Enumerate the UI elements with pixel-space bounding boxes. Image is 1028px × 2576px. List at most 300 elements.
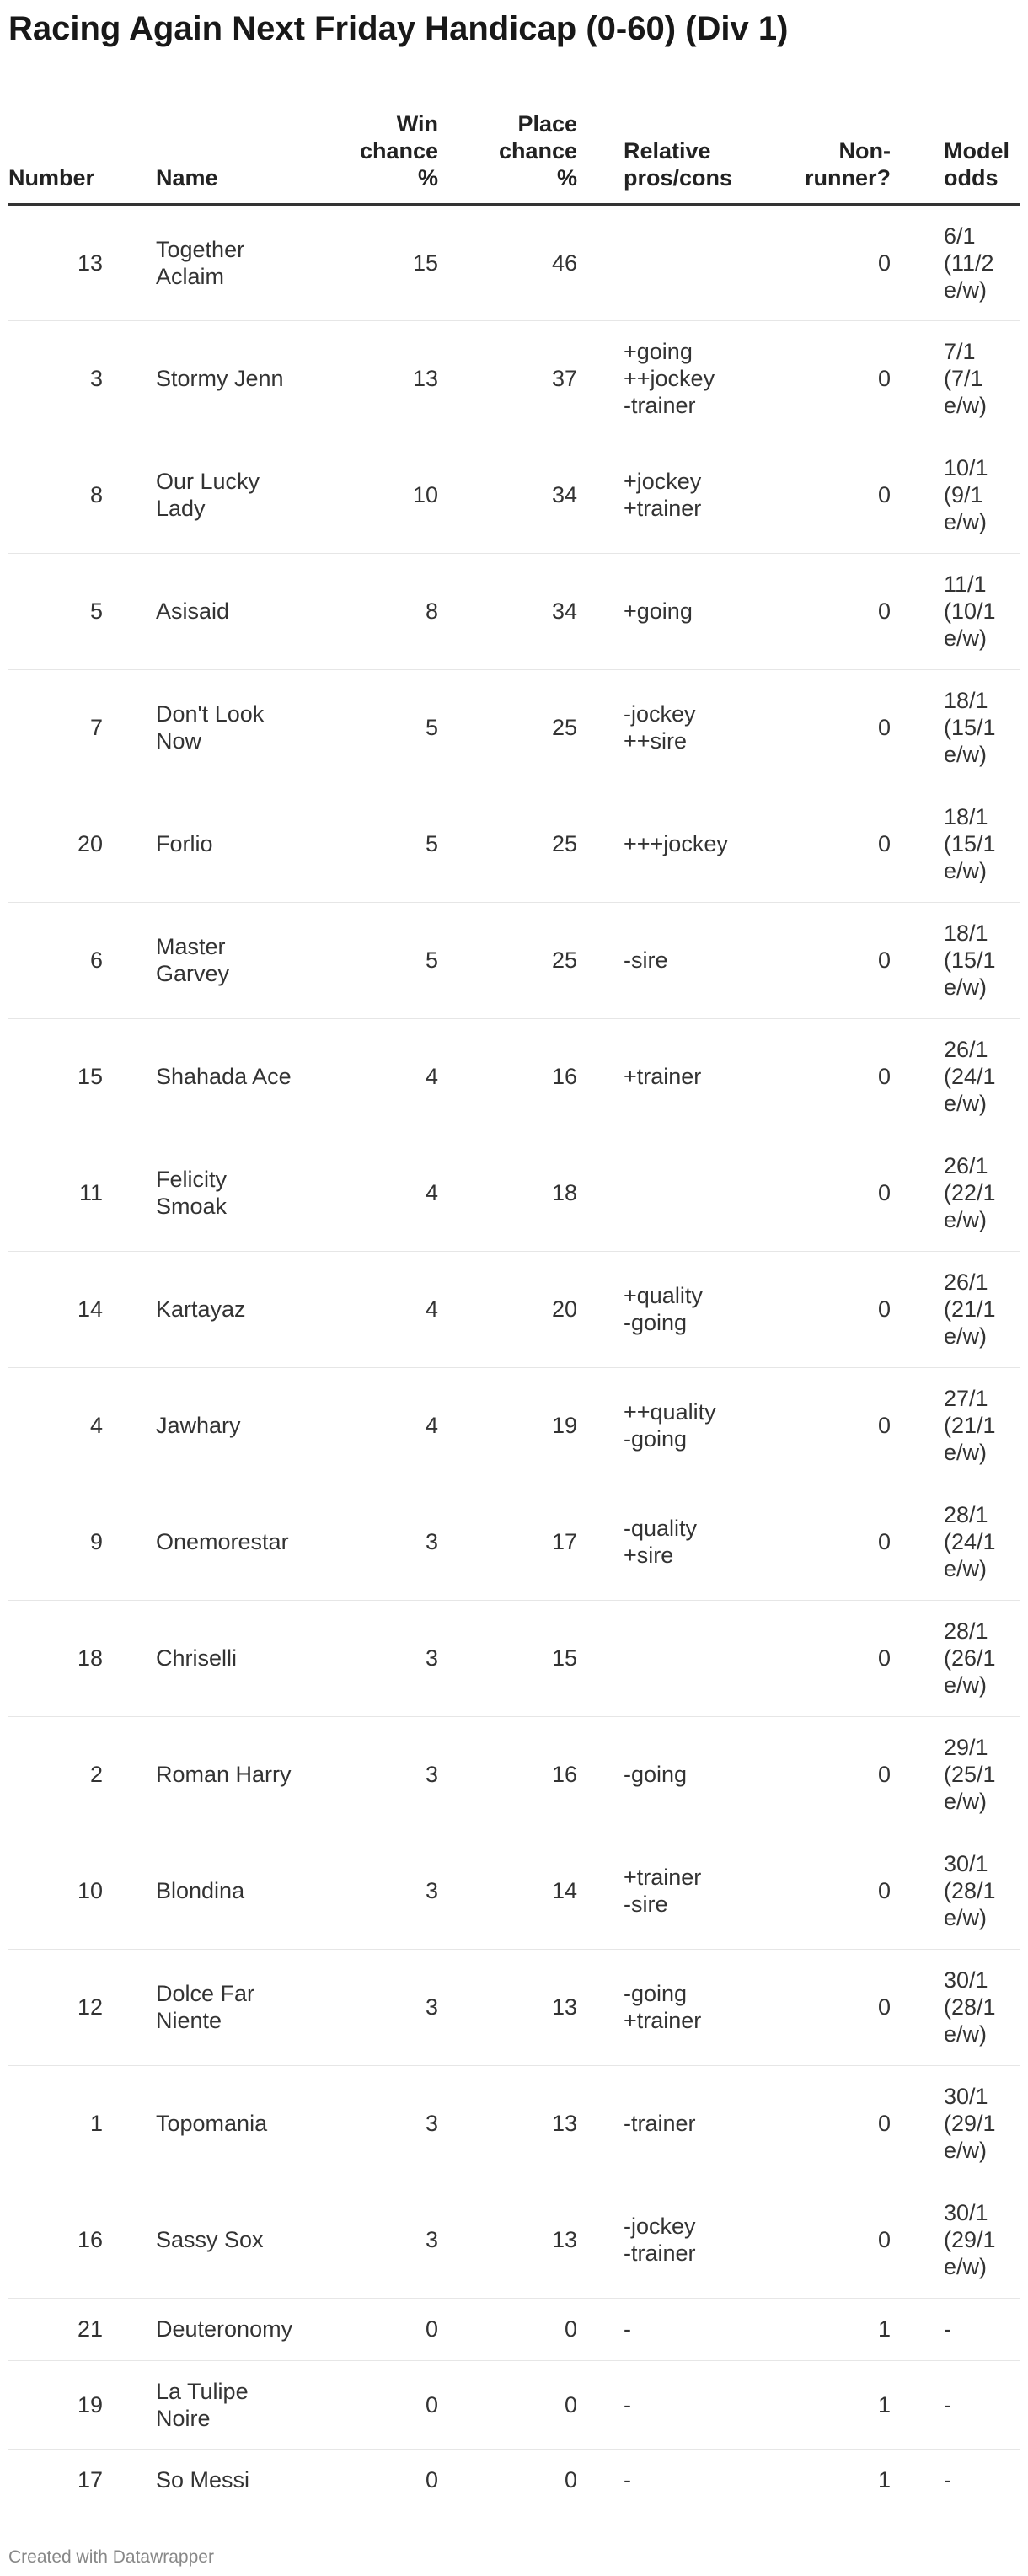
cell-gap bbox=[103, 2449, 156, 2511]
cell-pros-cons bbox=[624, 2182, 775, 2298]
cell-win-chance: 15 bbox=[299, 204, 438, 320]
odds-line: (25/1 bbox=[944, 1762, 996, 1787]
odds-line: 29/1 bbox=[944, 1735, 988, 1760]
header-place-chance[interactable] bbox=[438, 88, 577, 204]
odds-line: - bbox=[944, 2467, 951, 2493]
cell-gap bbox=[103, 1600, 156, 1716]
cell-number: 2 bbox=[8, 1716, 103, 1833]
header-pros-cons[interactable] bbox=[624, 88, 775, 204]
odds-line: 26/1 bbox=[944, 1153, 988, 1178]
cell-gap bbox=[577, 320, 624, 437]
cell-place-chance: 16 bbox=[438, 1018, 577, 1135]
cell-model-odds bbox=[944, 2449, 1020, 2511]
table-row bbox=[8, 2298, 1020, 2360]
odds-line: 18/1 bbox=[944, 920, 988, 946]
cell-pros-cons bbox=[624, 320, 775, 437]
cell-gap bbox=[103, 1251, 156, 1367]
pros-cons-item: -trainer bbox=[624, 2111, 696, 2136]
cell-place-chance: 34 bbox=[438, 437, 577, 553]
cell-place-chance: 46 bbox=[438, 204, 577, 320]
cell-name: Blondina bbox=[156, 1833, 299, 1949]
cell-win-chance: 5 bbox=[299, 902, 438, 1018]
cell-name: Chriselli bbox=[156, 1600, 299, 1716]
cell-gap bbox=[103, 2298, 156, 2360]
cell-number: 13 bbox=[8, 204, 103, 320]
odds-line: 30/1 bbox=[944, 1851, 988, 1876]
cell-model-odds bbox=[944, 1251, 1020, 1367]
cell-gap bbox=[577, 2298, 624, 2360]
cell-win-chance: 5 bbox=[299, 786, 438, 902]
cell-gap bbox=[577, 2182, 624, 2298]
cell-pros-cons bbox=[624, 553, 775, 669]
cell-place-chance: 25 bbox=[438, 669, 577, 786]
odds-line: e/w) bbox=[944, 1091, 988, 1116]
cell-gap bbox=[103, 1833, 156, 1949]
cell-place-chance: 37 bbox=[438, 320, 577, 437]
cell-gap bbox=[891, 553, 944, 669]
cell-win-chance: 3 bbox=[299, 1833, 438, 1949]
cell-model-odds bbox=[944, 437, 1020, 553]
cell-gap bbox=[103, 1484, 156, 1600]
cell-gap bbox=[577, 1135, 624, 1251]
pros-cons-item: -sire bbox=[624, 947, 668, 973]
cell-model-odds bbox=[944, 204, 1020, 320]
odds-line: e/w) bbox=[944, 276, 988, 303]
cell-gap bbox=[103, 1949, 156, 2065]
table-row bbox=[8, 902, 1020, 1018]
cell-non-runner: 0 bbox=[775, 204, 891, 320]
pros-cons-item: -going bbox=[624, 1762, 688, 1787]
odds-line: (9/1 bbox=[944, 482, 983, 507]
pros-cons-item: -trainer bbox=[624, 2241, 696, 2266]
table-row bbox=[8, 1135, 1020, 1251]
table-row bbox=[8, 1833, 1020, 1949]
cell-win-chance: 4 bbox=[299, 1367, 438, 1484]
cell-name: Shahada Ace bbox=[156, 1018, 299, 1135]
cell-pros-cons bbox=[624, 902, 775, 1018]
cell-gap bbox=[577, 2449, 624, 2511]
table-row bbox=[8, 2449, 1020, 2511]
odds-line: e/w) bbox=[944, 1672, 988, 1698]
pros-cons-item: +++jockey bbox=[624, 831, 728, 856]
cell-number: 3 bbox=[8, 320, 103, 437]
odds-line: 6/1 bbox=[944, 223, 976, 249]
cell-pros-cons bbox=[624, 437, 775, 553]
cell-pros-cons bbox=[624, 204, 775, 320]
cell-non-runner: 0 bbox=[775, 786, 891, 902]
table-header bbox=[8, 88, 1020, 204]
cell-gap bbox=[577, 1600, 624, 1716]
cell-pros-cons bbox=[624, 1018, 775, 1135]
cell-gap bbox=[577, 1367, 624, 1484]
cell-number: 15 bbox=[8, 1018, 103, 1135]
cell-win-chance: 8 bbox=[299, 553, 438, 669]
pros-cons-item: -going bbox=[624, 1426, 688, 1452]
odds-line: e/w) bbox=[944, 1556, 988, 1581]
cell-gap bbox=[103, 2065, 156, 2182]
odds-line: - bbox=[944, 2391, 951, 2418]
odds-line: 18/1 bbox=[944, 688, 988, 713]
cell-gap bbox=[103, 1018, 156, 1135]
cell-non-runner: 0 bbox=[775, 1833, 891, 1949]
pros-cons-item: -trainer bbox=[624, 393, 696, 418]
cell-win-chance: 0 bbox=[299, 2298, 438, 2360]
odds-line: 27/1 bbox=[944, 1386, 988, 1411]
pros-cons-item: -going bbox=[624, 1310, 688, 1335]
odds-line: (28/1 bbox=[944, 1994, 996, 2020]
cell-name: Don't Look Now bbox=[156, 669, 299, 786]
cell-number: 6 bbox=[8, 902, 103, 1018]
table-row bbox=[8, 204, 1020, 320]
odds-line: e/w) bbox=[944, 393, 988, 418]
odds-line: e/w) bbox=[944, 2138, 988, 2163]
odds-line: (15/1 bbox=[944, 831, 996, 856]
pros-cons-item: ++jockey bbox=[624, 366, 715, 391]
cell-pros-cons bbox=[624, 2360, 775, 2449]
cell-gap bbox=[103, 902, 156, 1018]
odds-line: (24/1 bbox=[944, 1529, 996, 1554]
odds-line: (26/1 bbox=[944, 1645, 996, 1671]
pros-cons-item: -sire bbox=[624, 1892, 668, 1917]
header-place-line: % bbox=[556, 164, 577, 191]
cell-name: Roman Harry bbox=[156, 1716, 299, 1833]
pros-cons-item: ++quality bbox=[624, 1399, 716, 1425]
odds-line: (24/1 bbox=[944, 1064, 996, 1089]
cell-gap bbox=[577, 1484, 624, 1600]
odds-line: e/w) bbox=[944, 2021, 988, 2047]
odds-line: - bbox=[944, 2316, 951, 2342]
cell-model-odds bbox=[944, 1484, 1020, 1600]
cell-number: 20 bbox=[8, 786, 103, 902]
cell-pros-cons bbox=[624, 2065, 775, 2182]
cell-name: Deuteronomy bbox=[156, 2298, 299, 2360]
odds-line: (29/1 bbox=[944, 2227, 996, 2252]
cell-non-runner: 0 bbox=[775, 320, 891, 437]
cell-gap bbox=[103, 669, 156, 786]
table-row bbox=[8, 2182, 1020, 2298]
cell-gap bbox=[577, 204, 624, 320]
cell-gap bbox=[103, 1716, 156, 1833]
cell-gap bbox=[891, 2360, 944, 2449]
table-row bbox=[8, 1018, 1020, 1135]
cell-pros-cons bbox=[624, 1484, 775, 1600]
odds-line: 26/1 bbox=[944, 1269, 988, 1295]
cell-gap bbox=[103, 1367, 156, 1484]
cell-pros-cons bbox=[624, 1949, 775, 2065]
cell-place-chance: 19 bbox=[438, 1367, 577, 1484]
cell-place-chance: 25 bbox=[438, 786, 577, 902]
cell-gap bbox=[891, 1018, 944, 1135]
header-win-line: chance bbox=[359, 137, 438, 164]
cell-model-odds bbox=[944, 786, 1020, 902]
cell-place-chance: 25 bbox=[438, 902, 577, 1018]
header-pros-line: pros/cons bbox=[624, 164, 733, 191]
cell-place-chance: 13 bbox=[438, 2065, 577, 2182]
cell-name: Together Aclaim bbox=[156, 204, 299, 320]
cell-model-odds bbox=[944, 553, 1020, 669]
odds-line: (15/1 bbox=[944, 947, 996, 973]
odds-line: e/w) bbox=[944, 974, 988, 1000]
cell-gap bbox=[891, 1484, 944, 1600]
cell-name: Master Garvey bbox=[156, 902, 299, 1018]
odds-line: e/w) bbox=[944, 2254, 988, 2279]
table-row bbox=[8, 1251, 1020, 1367]
cell-name: Our Lucky Lady bbox=[156, 437, 299, 553]
cell-non-runner: 0 bbox=[775, 2182, 891, 2298]
cell-gap bbox=[103, 2360, 156, 2449]
cell-gap bbox=[891, 1251, 944, 1367]
odds-line: (29/1 bbox=[944, 2111, 996, 2136]
cell-gap bbox=[103, 1135, 156, 1251]
odds-line: (21/1 bbox=[944, 1413, 996, 1438]
header-win-line: Win bbox=[396, 110, 438, 137]
cell-gap bbox=[577, 1251, 624, 1367]
cell-non-runner: 0 bbox=[775, 1600, 891, 1716]
cell-pros-cons bbox=[624, 786, 775, 902]
odds-line: (7/1 bbox=[944, 366, 983, 391]
cell-number: 17 bbox=[77, 2467, 103, 2493]
cell-gap bbox=[103, 437, 156, 553]
cell-name: Dolce Far Niente bbox=[156, 1949, 299, 2065]
header-nonrunner-line: runner? bbox=[804, 164, 891, 191]
odds-line: (28/1 bbox=[944, 1878, 996, 1903]
table-row bbox=[8, 1949, 1020, 2065]
cell-pros-cons bbox=[624, 1600, 775, 1716]
cell-win-chance: 3 bbox=[299, 1484, 438, 1600]
odds-line: e/w) bbox=[944, 742, 988, 767]
odds-line: e/w) bbox=[944, 1905, 988, 1930]
cell-number: 12 bbox=[8, 1949, 103, 2065]
pros-cons-item: - bbox=[624, 2467, 631, 2493]
header-place-line: chance bbox=[498, 137, 577, 164]
pros-cons-item: -jockey bbox=[624, 701, 696, 727]
cell-win-chance: 5 bbox=[299, 669, 438, 786]
cell-name: Onemorestar bbox=[156, 1484, 299, 1600]
cell-gap bbox=[891, 1135, 944, 1251]
odds-line: 7/1 bbox=[944, 339, 976, 364]
cell-win-chance: 3 bbox=[299, 2182, 438, 2298]
odds-line: 28/1 bbox=[944, 1618, 988, 1644]
pros-cons-item: +trainer bbox=[624, 496, 702, 521]
odds-line: e/w) bbox=[944, 1440, 988, 1465]
table-row bbox=[8, 2065, 1020, 2182]
cell-gap bbox=[577, 1833, 624, 1949]
race-table bbox=[8, 88, 1020, 2511]
table-row bbox=[8, 1600, 1020, 1716]
cell-gap bbox=[891, 437, 944, 553]
cell-win-chance: 10 bbox=[299, 437, 438, 553]
cell-non-runner: 0 bbox=[775, 553, 891, 669]
cell-gap bbox=[103, 553, 156, 669]
page-title: Racing Again Next Friday Handicap (0-60) (Div 1) bbox=[8, 10, 789, 47]
cell-place-chance: 13 bbox=[438, 1949, 577, 2065]
cell-model-odds bbox=[944, 1833, 1020, 1949]
cell-gap bbox=[103, 786, 156, 902]
header-number[interactable]: Number bbox=[8, 88, 103, 204]
cell-name: Asisaid bbox=[156, 553, 299, 669]
cell-win-chance: 3 bbox=[299, 1949, 438, 2065]
cell-non-runner: 0 bbox=[775, 1018, 891, 1135]
header-model-odds[interactable] bbox=[944, 88, 1020, 204]
cell-number: 21 bbox=[8, 2298, 103, 2360]
odds-line: 28/1 bbox=[944, 1502, 988, 1527]
cell-gap bbox=[577, 1949, 624, 2065]
table-row bbox=[8, 1484, 1020, 1600]
footer-credit: Created with Datawrapper bbox=[8, 2547, 214, 2567]
odds-line: e/w) bbox=[944, 625, 988, 651]
cell-pros-cons bbox=[624, 1251, 775, 1367]
header-non-runner[interactable] bbox=[775, 88, 891, 204]
cell-gap bbox=[577, 1018, 624, 1135]
cell-model-odds bbox=[944, 1135, 1020, 1251]
header-odds-line: Model bbox=[944, 137, 1009, 164]
cell-gap bbox=[577, 553, 624, 669]
pros-cons-item: +going bbox=[624, 598, 693, 624]
pros-cons-item: - bbox=[624, 2391, 631, 2418]
cell-number: 18 bbox=[8, 1600, 103, 1716]
pros-cons-item: -jockey bbox=[624, 2214, 696, 2239]
cell-pros-cons bbox=[624, 1135, 775, 1251]
cell-number: 10 bbox=[8, 1833, 103, 1949]
pros-cons-item: -going bbox=[624, 1981, 688, 2006]
cell-place-chance: 14 bbox=[438, 1833, 577, 1949]
cell-non-runner: 0 bbox=[775, 902, 891, 1018]
odds-line: 10/1 bbox=[944, 455, 988, 480]
cell-gap bbox=[891, 1600, 944, 1716]
cell-model-odds bbox=[944, 2298, 1020, 2360]
cell-gap bbox=[577, 786, 624, 902]
odds-line: (15/1 bbox=[944, 715, 996, 740]
odds-line: (21/1 bbox=[944, 1296, 996, 1322]
table-body bbox=[8, 204, 1020, 2511]
cell-non-runner: 0 bbox=[775, 1716, 891, 1833]
cell-non-runner: 0 bbox=[775, 437, 891, 553]
pros-cons-item: +sire bbox=[624, 1543, 674, 1568]
cell-place-chance: 15 bbox=[438, 1600, 577, 1716]
cell-place-chance: 0 bbox=[438, 2298, 577, 2360]
cell-model-odds bbox=[944, 1716, 1020, 1833]
cell-model-odds bbox=[944, 669, 1020, 786]
odds-line: e/w) bbox=[944, 1207, 988, 1232]
pros-cons-item: +jockey bbox=[624, 469, 702, 494]
cell-non-runner: 0 bbox=[775, 1949, 891, 2065]
table-row bbox=[8, 786, 1020, 902]
cell-gap bbox=[891, 204, 944, 320]
cell-model-odds bbox=[944, 2182, 1020, 2298]
odds-line: e/w) bbox=[944, 858, 988, 883]
cell-non-runner: 0 bbox=[775, 1251, 891, 1367]
cell-gap bbox=[577, 1716, 624, 1833]
cell-model-odds bbox=[944, 1600, 1020, 1716]
cell-number: 11 bbox=[8, 1135, 103, 1251]
cell-gap bbox=[891, 2298, 944, 2360]
table-row bbox=[8, 320, 1020, 437]
cell-win-chance: 4 bbox=[299, 1018, 438, 1135]
cell-non-runner: 0 bbox=[775, 1484, 891, 1600]
cell-gap bbox=[891, 2065, 944, 2182]
cell-gap bbox=[577, 437, 624, 553]
cell-non-runner: 0 bbox=[775, 2065, 891, 2182]
cell-win-chance: 13 bbox=[299, 320, 438, 437]
cell-non-runner: 1 bbox=[775, 2360, 891, 2449]
cell-pros-cons bbox=[624, 2449, 775, 2511]
cell-gap bbox=[103, 204, 156, 320]
cell-pros-cons bbox=[624, 1716, 775, 1833]
cell-number: 9 bbox=[8, 1484, 103, 1600]
cell-gap bbox=[891, 786, 944, 902]
cell-pros-cons bbox=[624, 669, 775, 786]
cell-name: So Messi bbox=[156, 2467, 250, 2493]
pros-cons-item: +trainer bbox=[624, 1064, 702, 1089]
odds-line: 11/1 bbox=[944, 572, 987, 597]
header-place-line: Place bbox=[517, 110, 577, 137]
cell-name: Stormy Jenn bbox=[156, 320, 299, 437]
cell-gap bbox=[577, 2065, 624, 2182]
cell-gap bbox=[891, 2449, 944, 2511]
cell-name: Felicity Smoak bbox=[156, 1135, 299, 1251]
cell-non-runner: 0 bbox=[775, 1367, 891, 1484]
odds-line: 26/1 bbox=[944, 1037, 988, 1062]
cell-name: Kartayaz bbox=[156, 1251, 299, 1367]
cell-gap bbox=[577, 902, 624, 1018]
header-row bbox=[8, 88, 1020, 204]
odds-line: (10/1 bbox=[944, 598, 996, 624]
header-name[interactable]: Name bbox=[156, 88, 299, 204]
cell-gap bbox=[891, 320, 944, 437]
cell-non-runner: 0 bbox=[775, 1135, 891, 1251]
cell-number: 5 bbox=[8, 553, 103, 669]
cell-place-chance: 20 bbox=[438, 1251, 577, 1367]
cell-model-odds bbox=[944, 320, 1020, 437]
cell-name: Sassy Sox bbox=[156, 2182, 299, 2298]
cell-gap bbox=[891, 1949, 944, 2065]
cell-model-odds bbox=[944, 2065, 1020, 2182]
odds-line: (11/2 bbox=[944, 250, 994, 276]
cell-model-odds bbox=[944, 1949, 1020, 2065]
cell-number: 4 bbox=[8, 1367, 103, 1484]
table-row bbox=[8, 669, 1020, 786]
cell-gap bbox=[577, 2360, 624, 2449]
cell-name: La Tulipe Noire bbox=[156, 2360, 299, 2449]
pros-cons-item: - bbox=[624, 2316, 631, 2342]
header-win-chance[interactable] bbox=[299, 88, 438, 204]
cell-place-chance: 13 bbox=[438, 2182, 577, 2298]
header-odds-line: odds bbox=[944, 164, 999, 191]
cell-gap bbox=[103, 2182, 156, 2298]
table-row bbox=[8, 1716, 1020, 1833]
pros-cons-item: -quality bbox=[624, 1516, 698, 1541]
pros-cons-item: ++sire bbox=[624, 728, 688, 754]
cell-pros-cons bbox=[624, 1367, 775, 1484]
odds-line: 30/1 bbox=[944, 2084, 988, 2109]
header-win-line: % bbox=[417, 164, 438, 191]
cell-number: 16 bbox=[8, 2182, 103, 2298]
cell-gap bbox=[891, 669, 944, 786]
cell-gap bbox=[891, 2182, 944, 2298]
odds-line: e/w) bbox=[944, 1789, 988, 1814]
header-nonrunner-line: Non- bbox=[838, 137, 891, 164]
cell-gap bbox=[891, 1716, 944, 1833]
cell-number: 7 bbox=[8, 669, 103, 786]
cell-place-chance: 16 bbox=[438, 1716, 577, 1833]
odds-line: e/w) bbox=[944, 1323, 988, 1349]
cell-gap bbox=[103, 320, 156, 437]
cell-non-runner: 1 bbox=[775, 2298, 891, 2360]
odds-line: (22/1 bbox=[944, 1180, 996, 1205]
cell-name: Jawhary bbox=[156, 1367, 299, 1484]
cell-model-odds bbox=[944, 1367, 1020, 1484]
cell-gap bbox=[891, 1367, 944, 1484]
